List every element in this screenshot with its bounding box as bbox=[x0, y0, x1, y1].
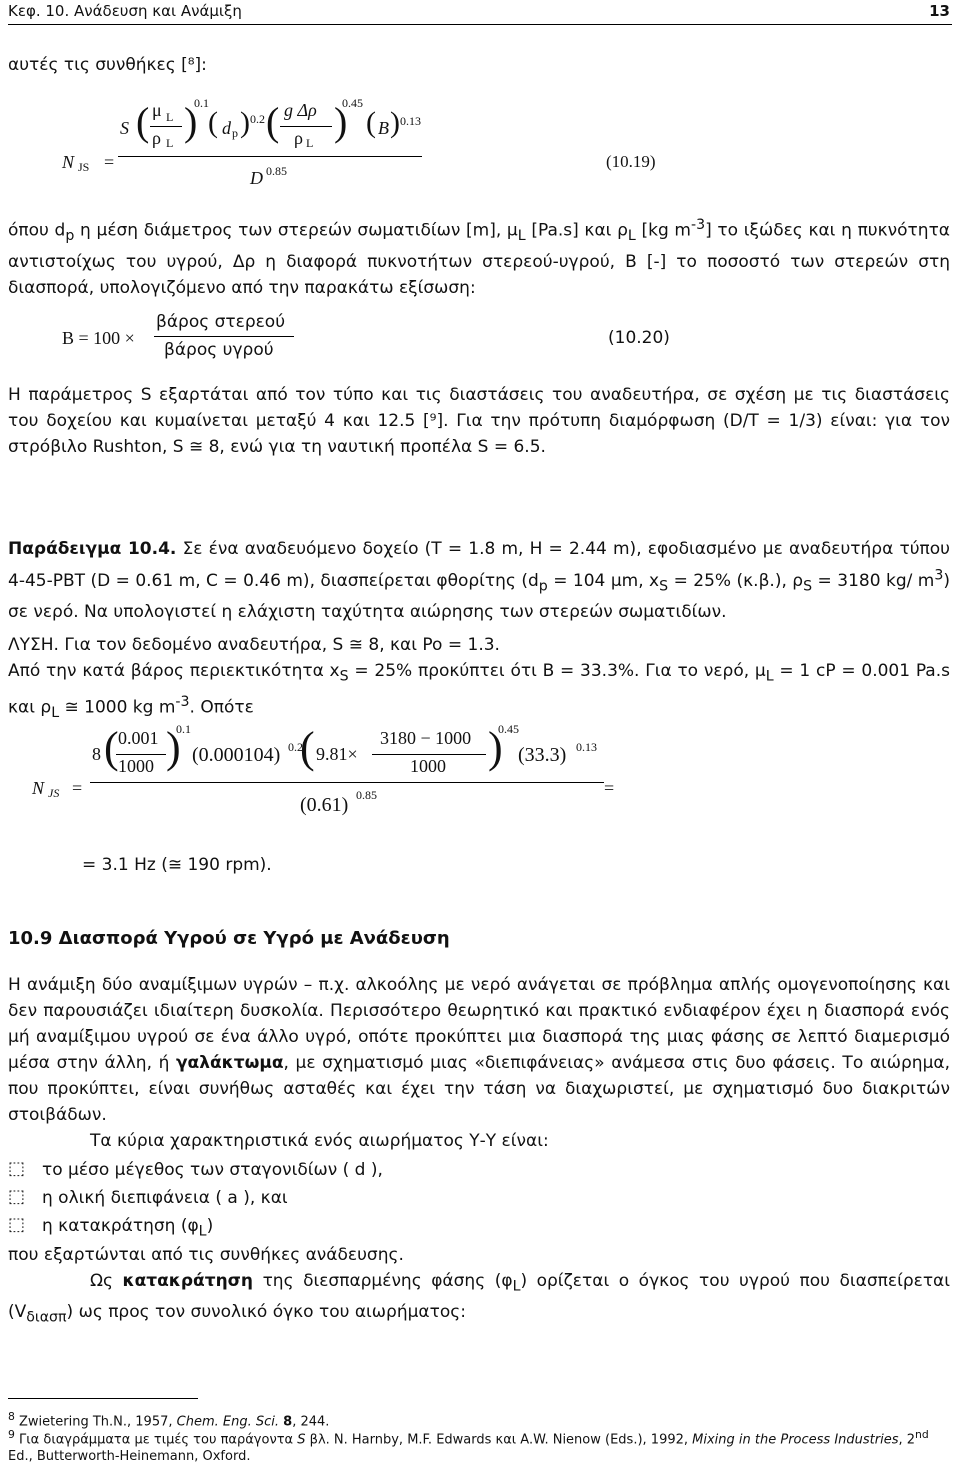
page-number: 13 bbox=[929, 2, 950, 20]
eq-rho2-sub: L bbox=[306, 136, 314, 150]
eq-mu: μ bbox=[152, 100, 162, 120]
paren-close: ) bbox=[184, 99, 198, 144]
frac-line bbox=[372, 754, 486, 755]
equation-10-20 bbox=[0, 312, 960, 366]
frac-line bbox=[150, 126, 182, 127]
footnote-8: $^8$ Zwietering Th.N., 1957, Chem. Eng. Sci. 8, 244. bbox=[8, 1410, 330, 1430]
calc-pre3: 9.81× bbox=[316, 744, 358, 764]
paragraph-holdup: Ως κατακράτηση της διεσπαρμένης φάσης $(\varphi_L)$ ορίζεται ο όγκος του υγρού που διασπείρεται $(V_{\delta\iota\alpha\sigma\pi})$ ως προς τον συνολικό όγκο του αιωρήματος: bbox=[8, 1271, 951, 1326]
paren-close: ) bbox=[240, 106, 250, 139]
eq-rho: ρ bbox=[152, 128, 161, 148]
example-text: Σε ένα αναδευόμενο δοχείο (T = 1.8 m, H = 2.44 m), εφοδιασμένο με αναδευτήρα τύπου 4-45-PBT (D = 0.61 m, C = 0.46 m), διασπείρεται φθορίτης ($d_p = 104$ μm, $x_S = 25\%$ (κ.β.), $\rho_S = 3180$ kg/ $m^3$) σε νερό. Να υπολογιστεί η ελάχιστη ταχύτητα αιώρησης των στερεών σωματιδίων. bbox=[8, 539, 951, 623]
frac-line bbox=[116, 754, 166, 755]
paren-open: ( bbox=[300, 723, 315, 772]
calc-den-exp: 0.85 bbox=[356, 788, 377, 802]
paragraph-dependence: που εξαρτώνται από τις συνθήκες ανάδευσης. bbox=[8, 1245, 404, 1265]
result-text: = 3.1 Hz (≅ 190 rpm). bbox=[82, 855, 272, 875]
eq-equals: = bbox=[104, 152, 115, 172]
checkbox-bullet-icon: ⬚ bbox=[8, 1214, 26, 1235]
eq-exp4: 0.13 bbox=[400, 114, 421, 128]
eq-B: B bbox=[378, 118, 389, 138]
eq-rho-sub: L bbox=[166, 136, 174, 150]
calc-t4: (33.3) bbox=[518, 744, 567, 766]
eq-exp3: 0.45 bbox=[342, 96, 363, 110]
eq-S: S bbox=[120, 118, 129, 138]
footnote-9: $^9$ Για διαγράμματα με τιμές του παράγοντα S βλ. N. Harnby, M.F. Edwards και A.W. Nienow (Eds.), 1992, Mixing in the Process Industries, 2nd Ed., Butterworth-Heinemann, Oxford. bbox=[8, 1428, 929, 1465]
checkbox-bullet-icon: ⬚ bbox=[8, 1186, 26, 1207]
equation-number: (10.20) bbox=[608, 328, 670, 348]
calc-n1: 0.001 bbox=[118, 728, 159, 748]
eq-exp2: 0.2 bbox=[250, 112, 265, 126]
running-header: Κεφ. 10. Ανάδευση και Ανάμιξη bbox=[8, 2, 242, 20]
eq20-denominator: βάρος υγρού bbox=[164, 340, 274, 360]
solution-line2: Από την κατά βάρος περιεκτικότητα $x_S = 25\%$ προκύπτει ότι B = 33.3%. Για το νερό, $\mu_L = 1$ cP = 0.001 Pa.s και $\rho_L$ ≅ 1000 kg $m^{-3}$. Οπότε bbox=[8, 661, 950, 722]
paren-open: ( bbox=[266, 99, 280, 144]
paragraph-definitions: όπου $d_p$ η μέση διάμετρος των στερεών σωματιδίων [m], $\mu_L$ [Pa.s] και $\rho_L$ [kg $m^{-3}$] το ιξώδες και η πυκνότητα αντιστοίχως του υγρού, Δρ η διαφορά πυκνοτήτων στερεού-υγρού, B [-] το ποσοστό των στερεών στη διασπορά, υπολογιζόμενο από την παρακάτω εξίσωση: bbox=[8, 217, 951, 299]
calc-e3: 0.45 bbox=[498, 722, 519, 736]
paren-close: ) bbox=[488, 723, 503, 772]
bullet-item: η ολική διεπιφάνεια ( a ), και bbox=[42, 1188, 288, 1208]
eq-lhs-sub: JS bbox=[78, 160, 90, 174]
eq-d: d bbox=[222, 118, 231, 138]
eq-mu-sub: L bbox=[166, 110, 174, 124]
header-rule bbox=[8, 24, 952, 25]
equation-calculation bbox=[0, 720, 960, 830]
eq20-numerator: βάρος στερεού bbox=[156, 312, 286, 332]
paren-open: ( bbox=[136, 99, 150, 144]
calc-den: (0.61) bbox=[300, 794, 349, 816]
eq-D-exp: 0.85 bbox=[266, 164, 287, 178]
solution-line1: ΛΥΣΗ. Για τον δεδομένο αναδευτήρα, S ≅ 8, και Po = 1.3. bbox=[8, 635, 500, 655]
paragraph-mixing: Η ανάμιξη δύο αναμίξιμων υγρών – π.χ. αλκοόλης με νερό ανάγεται σε πρόβλημα απλής ομογενοποίησης και δεν παρουσιάζει ιδιαίτερη δυσκολία. Περισσότερο θεωρητικό και πρακτικό ενδιαφέρον έχει η διασπορά ενός μή αναμίξιμου υγρού σε ένα άλλο υγρό, οπότε προκύπτει μια διασπορά της μιας φάσης σε λεπτό διαμερισμό μέσα στην άλλη, ή γαλάκτωμα, με σχηματισμό μιας «διεπιφάνειας» ανάμεσα στις δυο φάσεις. Το αιώρημα, που προκύπτει, είναι συνήθως ασταθές και έχει την τάση να διαχωριστεί, με σχηματισμό δυο διακριτών στοιβάδων. bbox=[8, 975, 950, 1125]
section-heading: 10.9 Διασπορά Υγρού σε Υγρό με Ανάδευση bbox=[8, 928, 450, 949]
equation-number: (10.19) bbox=[606, 152, 656, 171]
bullet-item: το μέσο μέγεθος των σταγονιδίων ( d ), bbox=[42, 1160, 383, 1180]
frac-line bbox=[280, 126, 332, 127]
calc-eight: 8 bbox=[92, 744, 101, 764]
main-frac-line bbox=[90, 782, 604, 783]
main-frac-line bbox=[118, 156, 422, 157]
paragraph-parameter-S: Η παράμετρος S εξαρτάται από τον τύπο και τις διαστάσεις του αναδευτήρα, σε σχέση με τις διαστάσεις του δοχείου και κυμαίνεται μεταξύ 4 και 12.5 [⁹]. Για την πρότυπη διαμόρφωση (D/T = 1/3) είναι: για τον στρόβιλο Rushton, S ≅ 8, ενώ για τη ναυτική προπέλα S = 6.5. bbox=[8, 385, 950, 457]
eq-rho2: ρ bbox=[294, 128, 303, 148]
paren-open: ( bbox=[104, 723, 119, 772]
eq-D: D bbox=[250, 168, 263, 188]
calc-e4: 0.13 bbox=[576, 740, 597, 754]
example-label: Παράδειγμα 10.4. bbox=[8, 539, 177, 559]
calc-trail-equals: = bbox=[604, 778, 615, 798]
example-block bbox=[8, 536, 950, 625]
calc-e2: 0.2 bbox=[288, 740, 303, 754]
calc-e1: 0.1 bbox=[176, 722, 191, 736]
eq20-lhs: B = 100 × bbox=[62, 328, 135, 348]
eq-g-drho: g Δρ bbox=[284, 100, 317, 120]
paren-close: ) bbox=[334, 99, 348, 144]
calc-d3: 1000 bbox=[410, 756, 446, 776]
calc-lhs: N bbox=[32, 778, 45, 798]
footnote-rule bbox=[8, 1398, 198, 1399]
calc-t2: (0.000104) bbox=[192, 744, 281, 766]
calc-lhs-sub: JS bbox=[48, 786, 60, 800]
equation-10-19 bbox=[0, 90, 960, 200]
eq-exp1: 0.1 bbox=[194, 96, 209, 110]
paren-close: ) bbox=[390, 106, 400, 139]
paren-close: ) bbox=[166, 723, 181, 772]
intro-text: αυτές τις συνθήκες [⁸]: bbox=[8, 55, 207, 75]
checkbox-bullet-icon: ⬚ bbox=[8, 1158, 26, 1179]
frac-line bbox=[154, 336, 294, 337]
paren-open: ( bbox=[366, 106, 376, 139]
eq-d-sub: p bbox=[232, 126, 238, 140]
bullet-item: η κατακράτηση $(\varphi_L)$ bbox=[42, 1216, 214, 1240]
calc-equals: = bbox=[72, 778, 83, 798]
eq-lhs: N bbox=[62, 152, 75, 172]
paren-open: ( bbox=[208, 106, 218, 139]
calc-n3: 3180 − 1000 bbox=[380, 728, 472, 748]
paragraph-characteristics: Τα κύρια χαρακτηριστικά ενός αιωρήματος Υ-Υ είναι: bbox=[90, 1131, 549, 1151]
calc-d1: 1000 bbox=[118, 756, 154, 776]
